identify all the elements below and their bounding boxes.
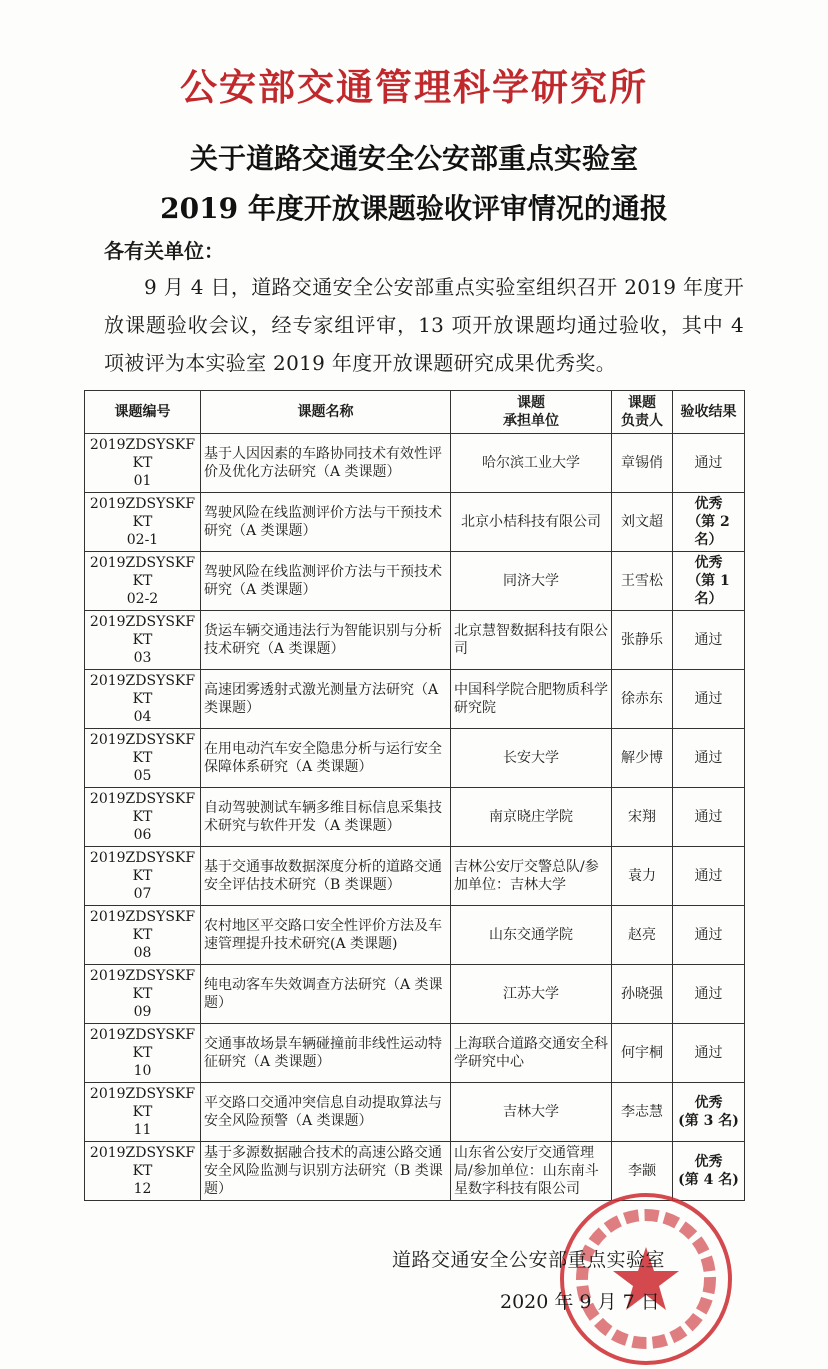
project-id: 2019ZDSYSKFKT 10 xyxy=(85,1024,201,1083)
project-result: 通过 xyxy=(673,1024,745,1083)
project-leader: 李志慧 xyxy=(612,1083,673,1142)
header-leader: 课题 负责人 xyxy=(612,391,673,434)
table-row xyxy=(85,788,745,847)
results-table xyxy=(84,390,745,1201)
project-unit: 长安大学 xyxy=(451,729,612,788)
project-id: 2019ZDSYSKFKT 08 xyxy=(85,906,201,965)
table-row xyxy=(85,1024,745,1083)
project-id: 2019ZDSYSKFKT 07 xyxy=(85,847,201,906)
project-leader: 何宇桐 xyxy=(612,1024,673,1083)
project-unit: 中国科学院合肥物质科学研究院 xyxy=(451,670,612,729)
document-title-line1: 关于道路交通安全公安部重点实验室 xyxy=(189,142,638,175)
project-id: 2019ZDSYSKFKT 12 xyxy=(85,1142,201,1201)
project-result: 通过 xyxy=(673,670,745,729)
project-leader: 宋翔 xyxy=(612,788,673,847)
project-result: 通过 xyxy=(673,965,745,1024)
project-name: 纯电动客车失效调查方法研究（A 类课题） xyxy=(201,965,451,1024)
project-unit: 上海联合道路交通安全科学研究中心 xyxy=(451,1024,612,1083)
project-result: 通过 xyxy=(673,906,745,965)
project-unit: 北京小桔科技有限公司 xyxy=(451,493,612,552)
project-name: 货运车辆交通违法行为智能识别与分析技术研究（A 类课题） xyxy=(201,611,451,670)
project-leader: 章锡俏 xyxy=(612,434,673,493)
project-unit: 南京晓庄学院 xyxy=(451,788,612,847)
organization-title: 公安部交通管理科学研究所 xyxy=(180,65,648,109)
project-name: 交通事故场景车辆碰撞前非线性运动特征研究（A 类课题） xyxy=(201,1024,451,1083)
header-result: 验收结果 xyxy=(673,391,745,434)
project-id: 2019ZDSYSKFKT 04 xyxy=(85,670,201,729)
project-id: 2019ZDSYSKFKT 01 xyxy=(85,434,201,493)
table-row xyxy=(85,434,745,493)
signature-unit: 道路交通安全公安部重点实验室 xyxy=(392,1249,666,1271)
project-result: 通过 xyxy=(673,611,745,670)
header-unit: 课题 承担单位 xyxy=(451,391,612,434)
project-unit: 山东省公安厅交通管理局/参加单位：山东南斗星数字科技有限公司 xyxy=(451,1142,612,1201)
official-seal xyxy=(556,1189,736,1369)
project-name: 平交路口交通冲突信息自动提取算法与安全风险预警（A 类课题） xyxy=(201,1083,451,1142)
project-leader: 解少博 xyxy=(612,729,673,788)
project-result: 优秀 （第 2 名） xyxy=(673,493,745,552)
project-name: 基于交通事故数据深度分析的道路交通安全评估技术研究（B 类课题） xyxy=(201,847,451,906)
project-name: 自动驾驶测试车辆多维目标信息采集技术研究与软件开发（A 类课题） xyxy=(201,788,451,847)
table-row xyxy=(85,1083,745,1142)
header-name: 课题名称 xyxy=(201,391,451,434)
project-name: 驾驶风险在线监测评价方法与干预技术研究（A 类课题） xyxy=(201,552,451,611)
table-row xyxy=(85,552,745,611)
document-title-line2: 2019 年度开放课题验收评审情况的通报 xyxy=(160,192,668,225)
project-leader: 刘文超 xyxy=(612,493,673,552)
table-row xyxy=(85,847,745,906)
table-row xyxy=(85,611,745,670)
project-id: 2019ZDSYSKFKT 02-2 xyxy=(85,552,201,611)
project-unit: 北京慧智数据科技有限公司 xyxy=(451,611,612,670)
table-row xyxy=(85,729,745,788)
project-id: 2019ZDSYSKFKT 09 xyxy=(85,965,201,1024)
signature-block xyxy=(0,1247,828,1357)
project-leader: 张静乐 xyxy=(612,611,673,670)
project-result: 通过 xyxy=(673,729,745,788)
project-result: 通过 xyxy=(673,788,745,847)
project-unit: 同济大学 xyxy=(451,552,612,611)
project-result: 优秀 （第 1 名） xyxy=(673,552,745,611)
project-unit: 山东交通学院 xyxy=(451,906,612,965)
project-id: 2019ZDSYSKFKT 06 xyxy=(85,788,201,847)
project-leader: 李颛 xyxy=(612,1142,673,1201)
project-leader: 赵亮 xyxy=(612,906,673,965)
project-name: 高速团雾透射式激光测量方法研究（A 类课题） xyxy=(201,670,451,729)
project-result: 优秀 (第 4 名) xyxy=(673,1142,745,1201)
project-id: 2019ZDSYSKFKT 11 xyxy=(85,1083,201,1142)
project-name: 基于人因因素的车路协同技术有效性评价及优化方法研究（A 类课题） xyxy=(201,434,451,493)
header-id: 课题编号 xyxy=(85,391,201,434)
project-name: 在用电动汽车安全隐患分析与运行安全保障体系研究（A 类课题） xyxy=(201,729,451,788)
table-header-row xyxy=(85,391,745,434)
signature-date: 2020 年 9 月 7 日 xyxy=(500,1291,660,1313)
project-leader: 袁力 xyxy=(612,847,673,906)
project-leader: 王雪松 xyxy=(612,552,673,611)
project-leader: 孙晓强 xyxy=(612,965,673,1024)
project-result: 通过 xyxy=(673,847,745,906)
project-result: 优秀 (第 3 名) xyxy=(673,1083,745,1142)
project-name: 农村地区平交路口安全性评价方法及车速管理提升技术研究(A 类课题) xyxy=(201,906,451,965)
project-unit: 吉林大学 xyxy=(451,1083,612,1142)
project-unit: 哈尔滨工业大学 xyxy=(451,434,612,493)
project-leader: 徐赤东 xyxy=(612,670,673,729)
project-name: 基于多源数据融合技术的高速公路交通安全风险监测与识别方法研究（B 类课题） xyxy=(201,1142,451,1201)
project-name: 驾驶风险在线监测评价方法与干预技术研究（A 类课题） xyxy=(201,493,451,552)
salutation: 各有关单位： xyxy=(104,239,224,263)
table-row xyxy=(85,493,745,552)
project-unit: 江苏大学 xyxy=(451,965,612,1024)
project-id: 2019ZDSYSKFKT 02-1 xyxy=(85,493,201,552)
project-unit: 吉林公安厅交警总队/参加单位：吉林大学 xyxy=(451,847,612,906)
project-result: 通过 xyxy=(673,434,745,493)
project-id: 2019ZDSYSKFKT 03 xyxy=(85,611,201,670)
table-row xyxy=(85,906,745,965)
table-row xyxy=(85,965,745,1024)
project-id: 2019ZDSYSKFKT 05 xyxy=(85,729,201,788)
body-paragraph: 9 月 4 日，道路交通安全公安部重点实验室组织召开 2019 年度开放课题验收会议，经专家组评审，13 项开放课题均通过验收，其中 4 项被评为本实验室 2019 年度开放课题研究成果优秀奖。 xyxy=(104,275,744,375)
table-row xyxy=(85,670,745,729)
